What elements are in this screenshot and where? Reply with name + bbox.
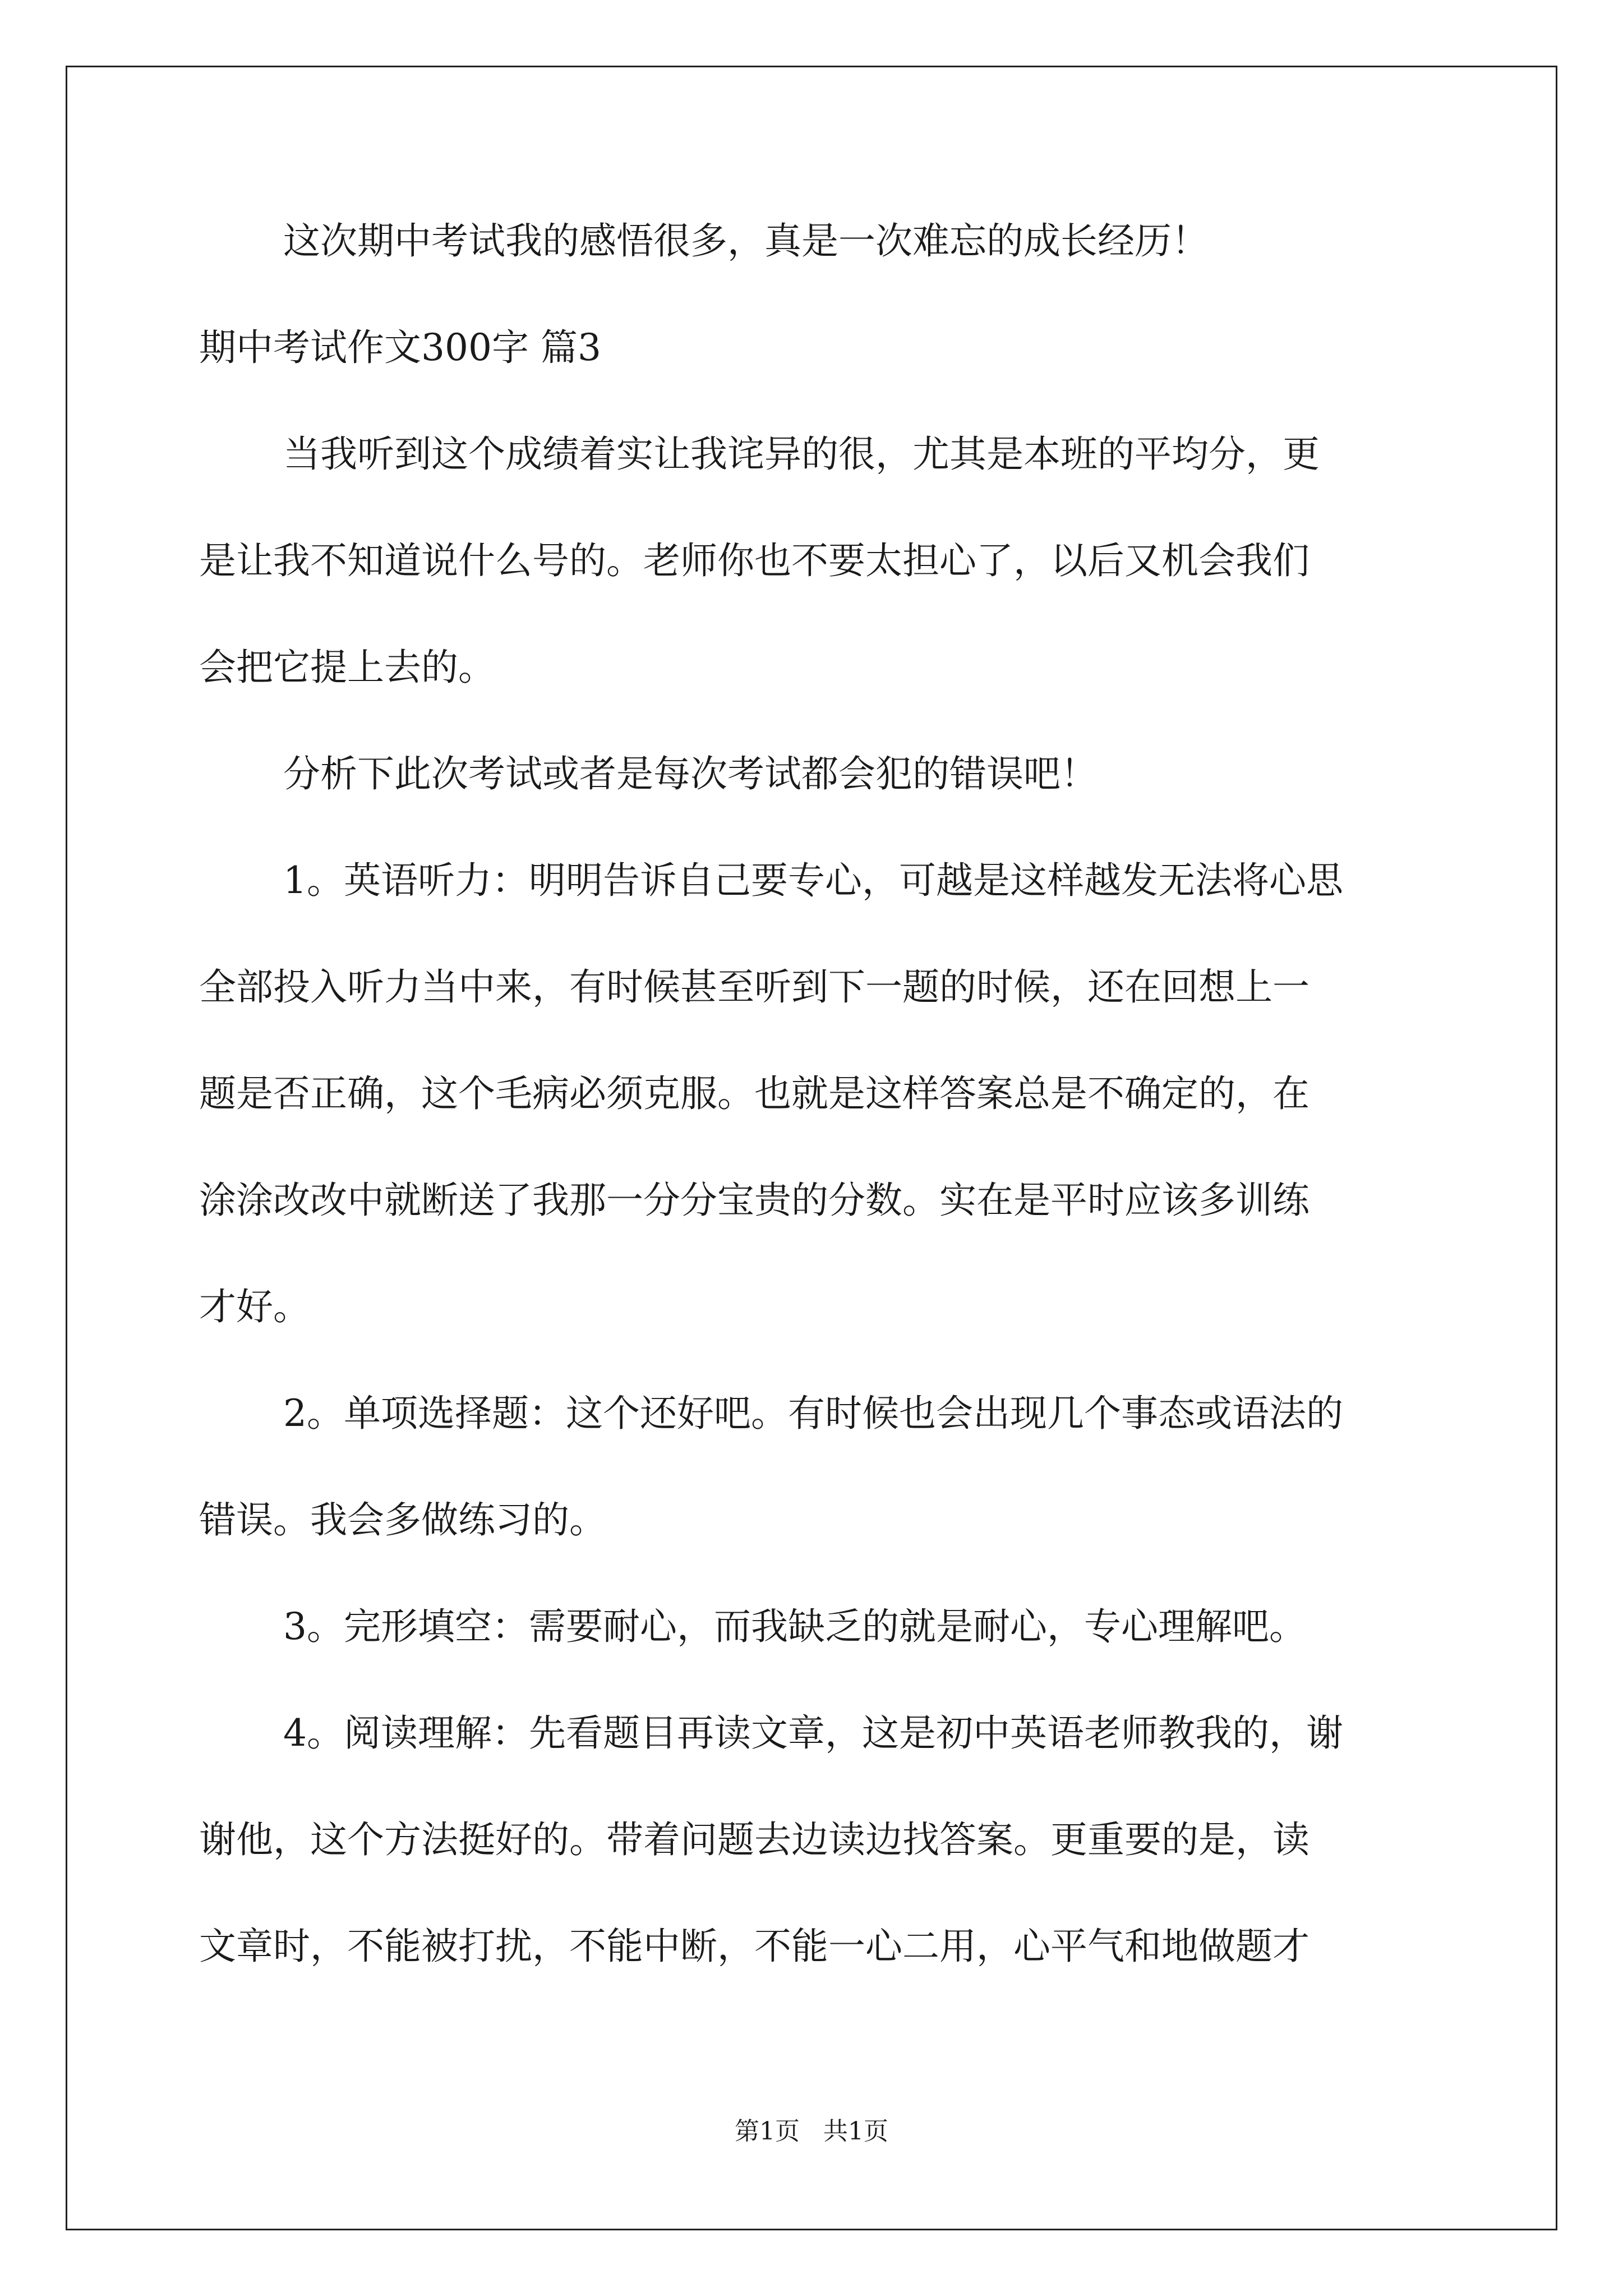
paragraph-line: 当我听到这个成绩着实让我诧异的很，尤其是本班的平均分，更 xyxy=(283,432,1320,476)
paragraph-line: 会把它提上去的。 xyxy=(199,646,495,689)
paragraph-line: 全部投入听力当中来，有时候甚至听到下一题的时候，还在回想上一 xyxy=(199,965,1310,1009)
paragraph-line: 是让我不知道说什么号的。老师你也不要太担心了，以后又机会我们 xyxy=(199,539,1310,582)
page-number-footer: 第1页 共1页 xyxy=(735,2117,888,2146)
paragraph-line: 这次期中考试我的感悟很多，真是一次难忘的成长经历！ xyxy=(283,219,1209,263)
section-heading: 期中考试作文300字 篇3 xyxy=(199,326,601,369)
paragraph-line: 文章时，不能被打扰，不能中断，不能一心二用，心平气和地做题才 xyxy=(199,1925,1310,1968)
paragraph-line: 分析下此次考试或者是每次考试都会犯的错误吧！ xyxy=(283,752,1098,795)
paragraph-line: 3。完形填空：需要耐心，而我缺乏的就是耐心，专心理解吧。 xyxy=(283,1605,1306,1648)
paragraph-line: 4。阅读理解：先看题目再读文章，这是初中英语老师教我的，谢 xyxy=(283,1711,1343,1755)
paragraph-line: 才好。 xyxy=(199,1285,310,1328)
paragraph-line: 1。英语听力：明明告诉自己要专心，可越是这样越发无法将心思 xyxy=(283,859,1343,902)
paragraph-line: 谢他，这个方法挺好的。带着问题去边读边找答案。更重要的是，读 xyxy=(199,1818,1310,1861)
paragraph-line: 题是否正确，这个毛病必须克服。也就是这样答案总是不确定的，在 xyxy=(199,1072,1310,1115)
page-border xyxy=(66,66,1557,2230)
paragraph-line: 2。单项选择题：这个还好吧。有时候也会出现几个事态或语法的 xyxy=(283,1392,1343,1435)
paragraph-line: 错误。我会多做练习的。 xyxy=(199,1498,606,1542)
paragraph-line: 涂涂改改中就断送了我那一分分宝贵的分数。实在是平时应该多训练 xyxy=(199,1179,1310,1222)
